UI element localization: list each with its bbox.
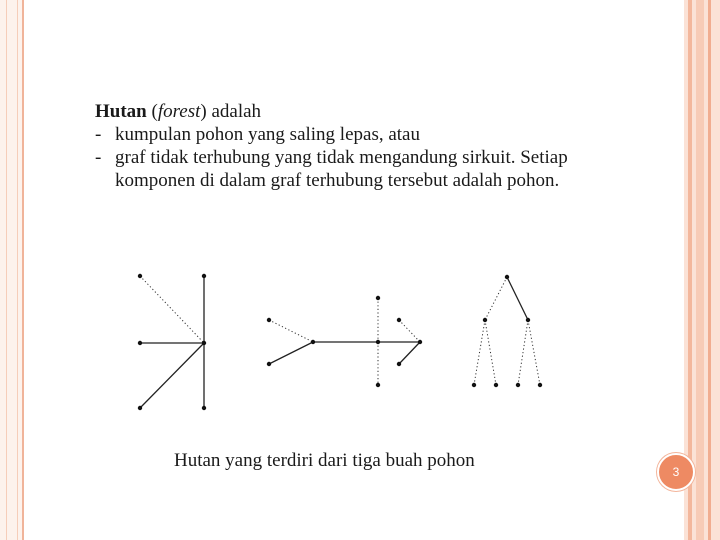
diagram-caption: Hutan yang terdiri dari tiga buah pohon — [174, 450, 475, 471]
tree-edge — [485, 277, 507, 320]
tree-edge — [140, 343, 204, 408]
tree-node — [138, 406, 142, 410]
heading-paren-open: ( — [146, 101, 158, 122]
tree-node — [202, 341, 206, 345]
tree-2 — [267, 296, 422, 387]
tree-3 — [472, 275, 542, 387]
tree-node — [526, 318, 530, 322]
tree-node — [376, 383, 380, 387]
tree-node — [202, 274, 206, 278]
tree-edge — [507, 277, 528, 320]
tree-node — [516, 383, 520, 387]
tree-node — [311, 340, 315, 344]
bullet-text: kumpulan pohon yang saling lepas, atau — [115, 124, 420, 145]
tree-edge — [518, 320, 528, 385]
tree-edge — [485, 320, 496, 385]
bullet-text: graf tidak terhubung yang tidak mengandung sirkuit. Setiap — [115, 147, 568, 168]
tree-node — [202, 406, 206, 410]
tree-node — [418, 340, 422, 344]
bullet-continuation: komponen di dalam graf terhubung tersebut adalah pohon. — [115, 170, 560, 191]
tree-1 — [138, 274, 206, 410]
tree-node — [267, 318, 271, 322]
tree-node — [494, 383, 498, 387]
bullet-marker: - — [95, 124, 102, 145]
page-number-badge: 3 — [657, 453, 695, 491]
term-hutan: Hutan — [95, 101, 147, 122]
tree-node — [138, 341, 142, 345]
tree-edge — [528, 320, 540, 385]
bullet-marker: - — [95, 147, 102, 168]
tree-node — [483, 318, 487, 322]
tree-edge — [140, 276, 204, 343]
tree-node — [376, 340, 380, 344]
tree-node — [472, 383, 476, 387]
tree-edge — [399, 342, 420, 364]
tree-node — [505, 275, 509, 279]
tree-edge — [269, 320, 313, 342]
tree-edge — [399, 320, 420, 342]
tree-node — [397, 362, 401, 366]
tree-edge — [474, 320, 485, 385]
tree-node — [267, 362, 271, 366]
tree-edge — [269, 342, 313, 364]
tree-node — [397, 318, 401, 322]
term-forest: forest — [157, 101, 201, 122]
tree-node — [376, 296, 380, 300]
heading-rest: ) adalah — [200, 101, 262, 122]
tree-node — [538, 383, 542, 387]
tree-node — [138, 274, 142, 278]
